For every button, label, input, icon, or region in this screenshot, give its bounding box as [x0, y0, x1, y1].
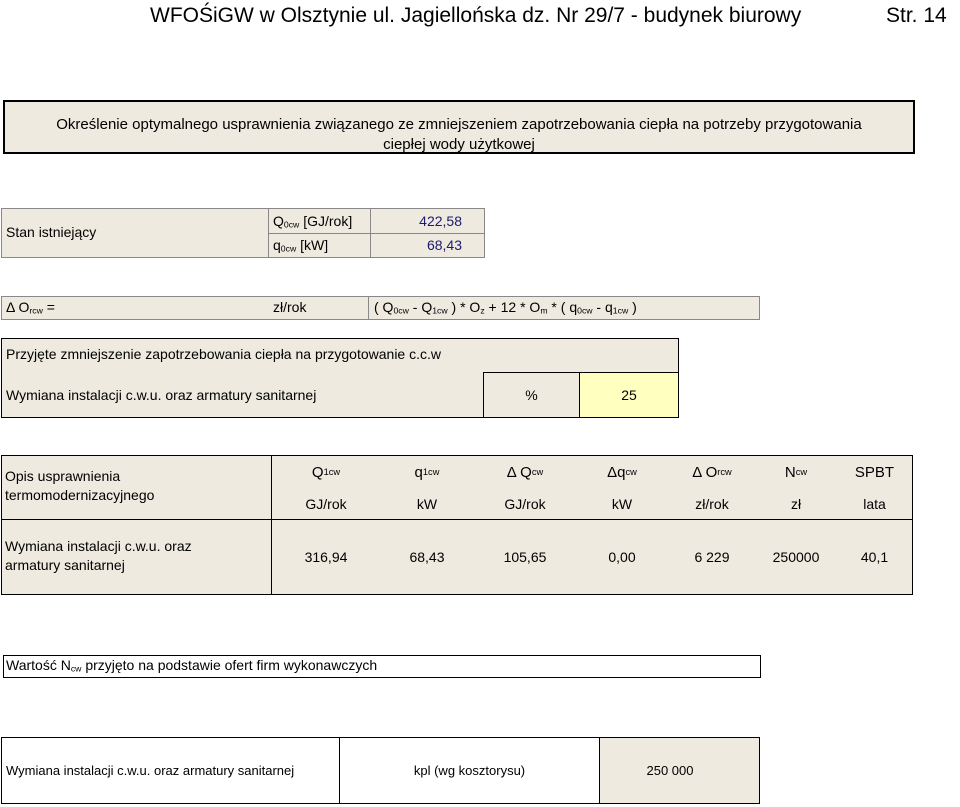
col-q1cw — [272, 455, 380, 595]
banner-line-2: ciepłej wody użytkowej — [383, 136, 535, 153]
col-spbt-symbol: SPBT — [854, 463, 895, 481]
col-q1cw-power — [380, 455, 474, 595]
row-desc-line-1: Wymiana instalacji c.w.u. oraz — [5, 538, 192, 554]
formula-unit: zł/rok — [273, 299, 307, 315]
col-q1cw-power-value: 68,43 — [409, 549, 445, 565]
q0cw-label: $Q_{0cw}$ [GJ/rok] — [273, 213, 353, 230]
document-title: WFOŚiGW w Olsztynie ul. Jagiellońska dz. Nr 29/7 - budynek biurowy — [150, 4, 802, 27]
results-row-desc — [5, 537, 192, 575]
section-banner — [3, 100, 915, 154]
cost-item: Wymiana instalacji c.w.u. oraz armatury sanitarnej — [6, 763, 295, 778]
reduction-unit: % — [525, 387, 538, 403]
col-delta-orcw-unit: zł/rok — [695, 495, 729, 512]
col-delta-qcw-value: 105,65 — [503, 549, 547, 565]
results-columns — [272, 455, 913, 595]
current-state-label: Stan istniejący — [6, 224, 97, 240]
col-q1cw-unit: GJ/rok — [305, 495, 347, 512]
q0cw-power-value: 68,43 — [426, 237, 462, 253]
reduction-item: Wymiana instalacji c.w.u. oraz armatury sanitarnej — [6, 387, 317, 403]
col-delta-qcw-power-unit: kW — [611, 495, 633, 512]
col-delta-qcw — [474, 455, 576, 595]
col-q1cw-power-unit: kW — [416, 495, 438, 512]
banner-line-1: Określenie optymalnego usprawnienia związanego ze zmniejszeniem zapotrzebowania ciepła na potrzeby przygotowania — [56, 116, 862, 133]
q0cw-value: 422,58 — [419, 213, 462, 229]
col-q1cw-value: 316,94 — [304, 549, 348, 565]
reduction-value: 25 — [621, 387, 637, 403]
results-desc-header — [5, 467, 154, 505]
row-desc-line-2: armatury sanitarnej — [5, 557, 125, 573]
cost-unit: kpl (wg kosztorysu) — [413, 763, 526, 778]
col-spbt-value: 40,1 — [860, 549, 889, 565]
cost-value: 250 000 — [646, 763, 694, 778]
col-delta-qcw-symbol: Δ Q cw — [506, 463, 544, 481]
col-ncw — [756, 455, 836, 595]
col-q1cw-symbol: Q 1cw — [311, 463, 341, 481]
formula-divider — [368, 296, 369, 320]
col-delta-orcw-symbol: Δ O rcw — [692, 463, 732, 481]
col-ncw-unit: zł — [790, 495, 802, 512]
col-delta-qcw-power — [576, 455, 668, 595]
col-delta-orcw — [668, 455, 756, 595]
desc-header-line-2: termomodernizacyjnego — [5, 487, 155, 503]
col-ncw-symbol: N cw — [784, 463, 808, 481]
col-ncw-value: 250000 — [772, 549, 820, 565]
col-delta-orcw-value: 6 229 — [694, 549, 730, 565]
page-number: Str. 14 — [886, 4, 947, 27]
formula-lhs: Δ $O_{rcw}$ = — [6, 299, 55, 316]
col-delta-qcw-power-symbol: Δ q cw — [607, 463, 637, 481]
current-state-hline — [269, 233, 485, 234]
q0cw-power-label: $q_{0cw}$ [kW] — [273, 237, 329, 254]
col-spbt-unit: lata — [863, 495, 886, 512]
col-delta-qcw-power-value: 0,00 — [608, 549, 636, 565]
desc-header-line-1: Opis usprawnienia — [5, 468, 121, 484]
col-q1cw-power-symbol: q 1cw — [414, 463, 440, 481]
reduction-title: Przyjęte zmniejszenie zapotrzebowania ciepła na przygotowanie c.c.w — [6, 346, 441, 362]
col-spbt — [836, 455, 913, 595]
formula-expression: ( $Q_{0cw} - Q_{1cw}$ ) * $O_z + 12 * O_m$ * ( $q_{0cw} - q_{1cw}$ ) — [374, 299, 637, 316]
col-delta-qcw-unit: GJ/rok — [504, 495, 546, 512]
note-text: Wartość $N_{cw}$ przyjęto na podstawie ofert firm wykonawczych — [6, 657, 378, 674]
